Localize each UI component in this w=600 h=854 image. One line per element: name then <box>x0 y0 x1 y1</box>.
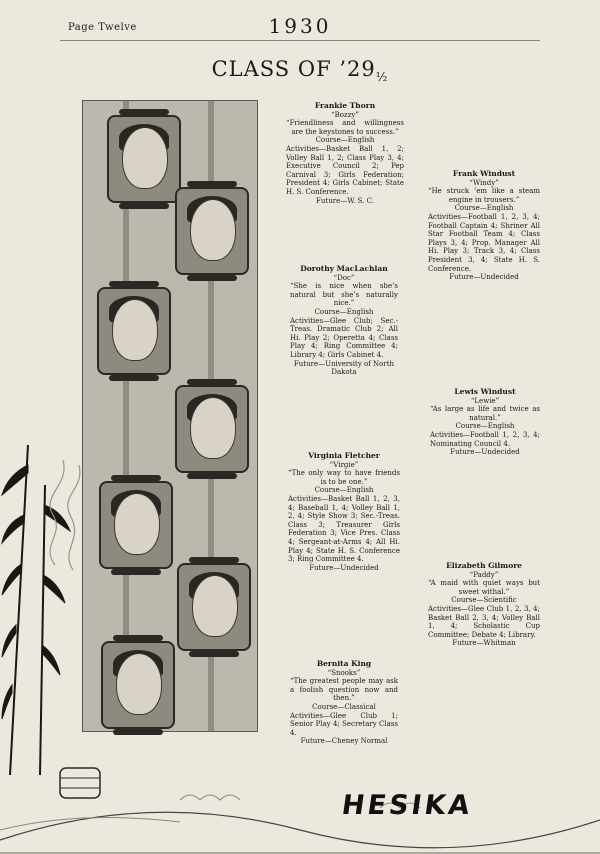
bio-quote: “She is nice when she’s natural but she’s naturally nice.” <box>290 282 398 308</box>
bio-name: Lewis Windust <box>454 387 516 396</box>
bio-dorothy-maclachlan <box>290 265 398 377</box>
bio-activities: Activities—Glee Club; Sec.-Treas. Dramatic Club 2; All Hi. Play 2; Operetta 4; Class Play 4; Ring Committee 4; Library 4; Girls Cabinet 4. <box>290 316 398 359</box>
bio-activities: Activities—Football 1, 2, 3, 4; Football Captain 4; Shriner All Star Football Team 4; Class Plays 3, 4; Prop. Manager All Hi. Play 3; Track 3, 4; Class President 3, 4; State H. S. Conference. <box>428 212 540 273</box>
bio-course: Course—English <box>454 204 514 213</box>
bio-future: Future—Undecided <box>449 273 519 282</box>
bio-activities: Activities—Basket Ball 1, 2, 3, 4; Baseball 1, 4; Volley Ball 1, 2, 4; Style Show 3; Sec.-Treas. Class 3; Treasurer Girls Federation 3; Vice Pres. Class 4; Sergeant-at-Arms 4; All Hi. Play 4; State H. S. Conference 3; Ring Committee 4. <box>288 494 400 564</box>
bio-future: Future—Undecided <box>450 448 520 457</box>
bio-elizabeth-gilmore <box>428 562 540 648</box>
portrait-lantern <box>175 385 249 473</box>
bio-bernita-king <box>290 660 398 746</box>
bio-quote: “The only way to have friends is to be one.” <box>288 469 400 486</box>
bio-quote: “A maid with quiet ways but sweet withal.” <box>428 579 540 596</box>
bio-nickname: “Doc” <box>333 273 355 282</box>
bio-course: Course—Classical <box>312 702 376 711</box>
bio-nickname: “Bozzy” <box>331 110 359 119</box>
bio-name: Dorothy MacLachlan <box>300 264 388 273</box>
bio-nickname: “Virgie” <box>329 460 359 469</box>
bio-lewis-windust <box>430 388 540 457</box>
bio-nickname: “Windy” <box>469 178 499 187</box>
bio-nickname: “Paddy” <box>469 570 499 579</box>
bio-quote: “The greatest people may ask a foolish question now and then.” <box>290 677 398 703</box>
bio-course: Course—English <box>315 136 375 145</box>
bio-future: Future—W. S. C. <box>316 196 374 205</box>
bio-name: Frank Windust <box>452 169 516 178</box>
bio-activities: Activities—Glee Club 1; Senior Play 4; Secretary Class 4. <box>290 711 398 737</box>
handwritten-signature <box>35 455 95 575</box>
portrait-lantern <box>101 641 175 729</box>
page-label: Page Twelve <box>68 22 137 33</box>
class-title-text: CLASS OF ’29 <box>211 57 376 81</box>
bio-course: Course—English <box>314 307 374 316</box>
bio-activities: Activities—Football 1, 2, 3, 4; Nominating Council 4. <box>430 430 540 448</box>
bio-course: Course—Scientific <box>451 596 517 605</box>
bio-nickname: “Lewie” <box>470 396 500 405</box>
footer-landscape <box>0 760 600 854</box>
class-title <box>0 57 600 84</box>
hesika-logo: HESIKA <box>339 790 475 821</box>
bio-activities: Activities—Glee Club 1, 2, 3, 4; Basket Ball 2, 3, 4; Volley Ball 1, 4; Scholastic Cup Committee; Debate 4; Library. <box>428 604 540 639</box>
photo-panel <box>82 100 258 732</box>
class-title-fraction: ½ <box>375 70 389 85</box>
bio-future: Future—Undecided <box>309 563 379 572</box>
portrait-lantern <box>177 563 251 651</box>
header-rule <box>60 40 540 41</box>
bio-quote: “As large as life and twice as natural.” <box>430 405 540 422</box>
bio-course: Course—English <box>314 486 374 495</box>
portrait-lantern <box>107 115 181 203</box>
bio-frankie-thorn <box>286 102 404 205</box>
bio-name: Frankie Thorn <box>314 101 376 110</box>
bio-course: Course—English <box>455 422 515 431</box>
portrait-lantern <box>97 287 171 375</box>
bio-frank-windust <box>428 170 540 282</box>
bio-nickname: “Snooks” <box>327 668 361 677</box>
page-year: 1930 <box>268 14 332 38</box>
bio-name: Elizabeth Gilmore <box>446 561 522 570</box>
bio-quote: “Friendliness and willingness are the keystones to success.” <box>286 119 404 136</box>
portrait-lantern <box>99 481 173 569</box>
bio-virginia-fletcher <box>288 452 400 572</box>
bio-future: Future—Cheney Normal <box>300 737 388 746</box>
bio-future: Future—University of North Dakota <box>293 359 395 377</box>
bio-activities: Activities—Basket Ball 1, 2; Volley Ball 1, 2; Class Play 3, 4; Executive Council 2; Pep Carnival 3; Girls Federation; President 4; Girls Cabinet; State H. S. Conference. <box>286 144 404 196</box>
bio-quote: “He struck ’em like a steam engine in trousers.” <box>428 187 540 204</box>
bio-name: Bernita King <box>316 659 372 668</box>
portrait-lantern <box>175 187 249 275</box>
bio-future: Future—Whitman <box>452 639 516 648</box>
bio-name: Virginia Fletcher <box>308 451 380 460</box>
